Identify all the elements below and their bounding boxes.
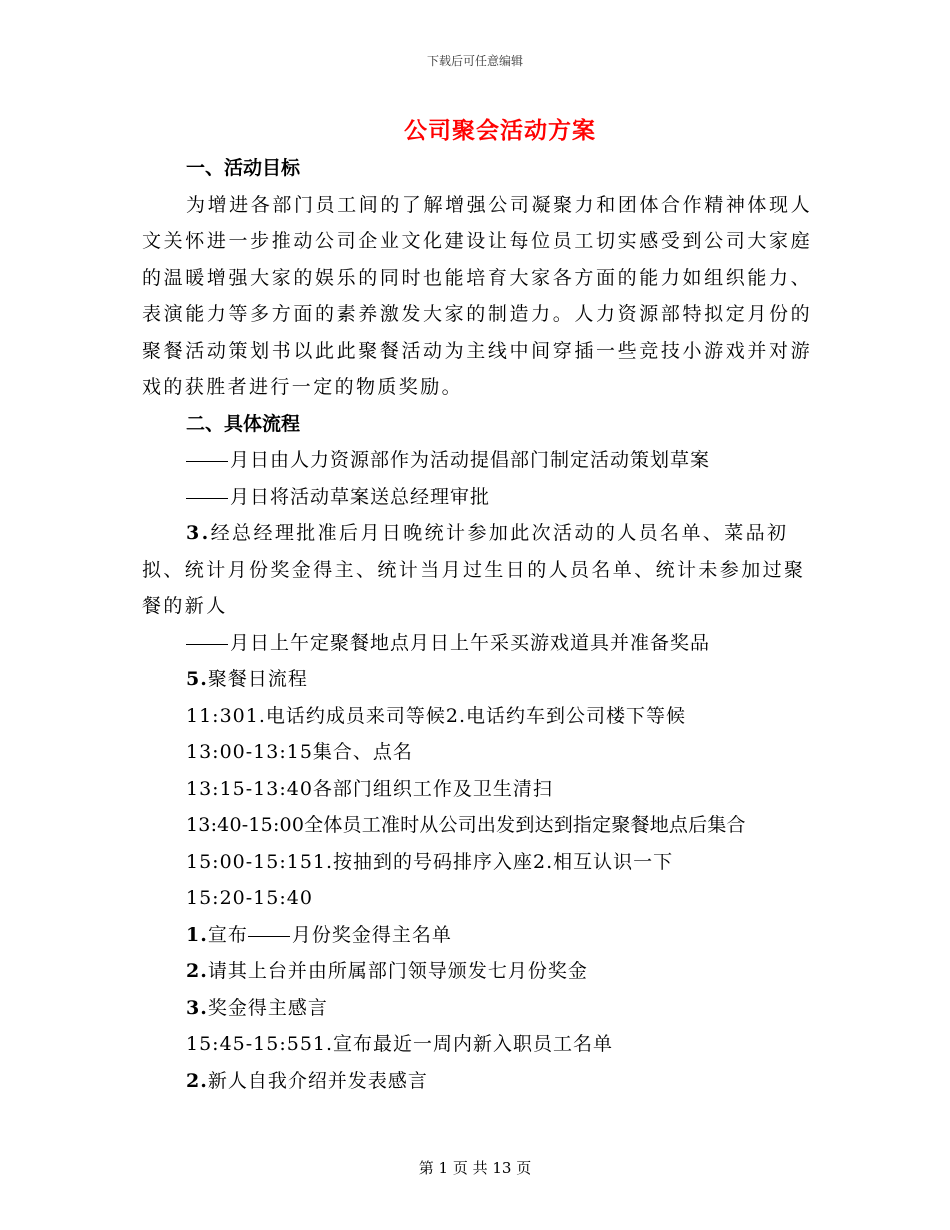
header-note: 下载后可任意编辑 [426, 54, 523, 68]
process-step-1: 月日由人力资源部作为活动提倡部门制定活动策划草案 [142, 442, 812, 479]
section-heading-process: 二、具体流程 [186, 412, 301, 435]
goals-paragraph: 为增进各部门员工间的了解增强公司凝聚力和团体合作精神体现人文关怀进一步推动公司企业文化建设让每位员工切实感受到公司大家庭的温暖增强大家的娱乐的同时也能培育大家各方面的能力如组织能力、表演能力等多方面的素养激发大家的制造力。人力资源部特拟定月份的聚餐活动策划书以此此聚餐活动为主线中间穿插一些竞技小游戏并对游戏的获胜者进行一定的物质奖励。 [142, 193, 812, 398]
fill-blank [186, 643, 228, 645]
schedule-subitem-1: 1.宣布 月份奖金得主名单 [186, 923, 452, 946]
fill-blank [186, 497, 228, 499]
schedule-subitem-3: 3.奖金得主感言 [186, 996, 328, 1019]
process-step-4: 月日上午定聚餐地点月日上午采买游戏道具并准备奖品 [142, 625, 812, 662]
document-title: 公司聚会活动方案 [404, 117, 596, 144]
schedule-item: 13:15-13:40各部门组织工作及卫生清扫 [186, 777, 553, 800]
schedule-item: 13:00-13:15集合、点名 [186, 741, 413, 763]
schedule-subitem-4: 2.新人自我介绍并发表感言 [186, 1069, 428, 1092]
document-body [142, 150, 812, 1099]
schedule-subitem-2: 2.请其上台并由所属部门领导颁发七月份奖金 [186, 960, 588, 982]
process-step-2: 月日将活动草案送总经理审批 [142, 479, 812, 516]
fill-blank [248, 935, 290, 937]
schedule-item: 15:00-15:151.按抽到的号码排序入座2.相互认识一下 [186, 850, 674, 873]
schedule-item: 15:45-15:551.宣布最近一周内新入职员工名单 [186, 1033, 614, 1055]
fill-blank [186, 460, 228, 462]
schedule-item: 15:20-15:40 [186, 887, 313, 909]
process-step-5: 5.聚餐日流程 [186, 668, 308, 690]
process-step-3: 3.经总经理批准后月日晚统计参加此次活动的人员名单、菜品初拟、统计月份奖金得主、统计当月过生日的人员名单、统计未参加过聚餐的新人 [142, 522, 806, 617]
schedule-item: 13:40-15:00全体员工准时从公司出发到达到指定聚餐地点后集合 [186, 814, 746, 836]
schedule-item: 11:301.电话约成员来司等候2.电话约车到公司楼下等候 [186, 704, 687, 727]
section-heading-goals: 一、活动目标 [186, 157, 301, 179]
page-footer: 第 1 页 共 13 页 [418, 1159, 532, 1177]
